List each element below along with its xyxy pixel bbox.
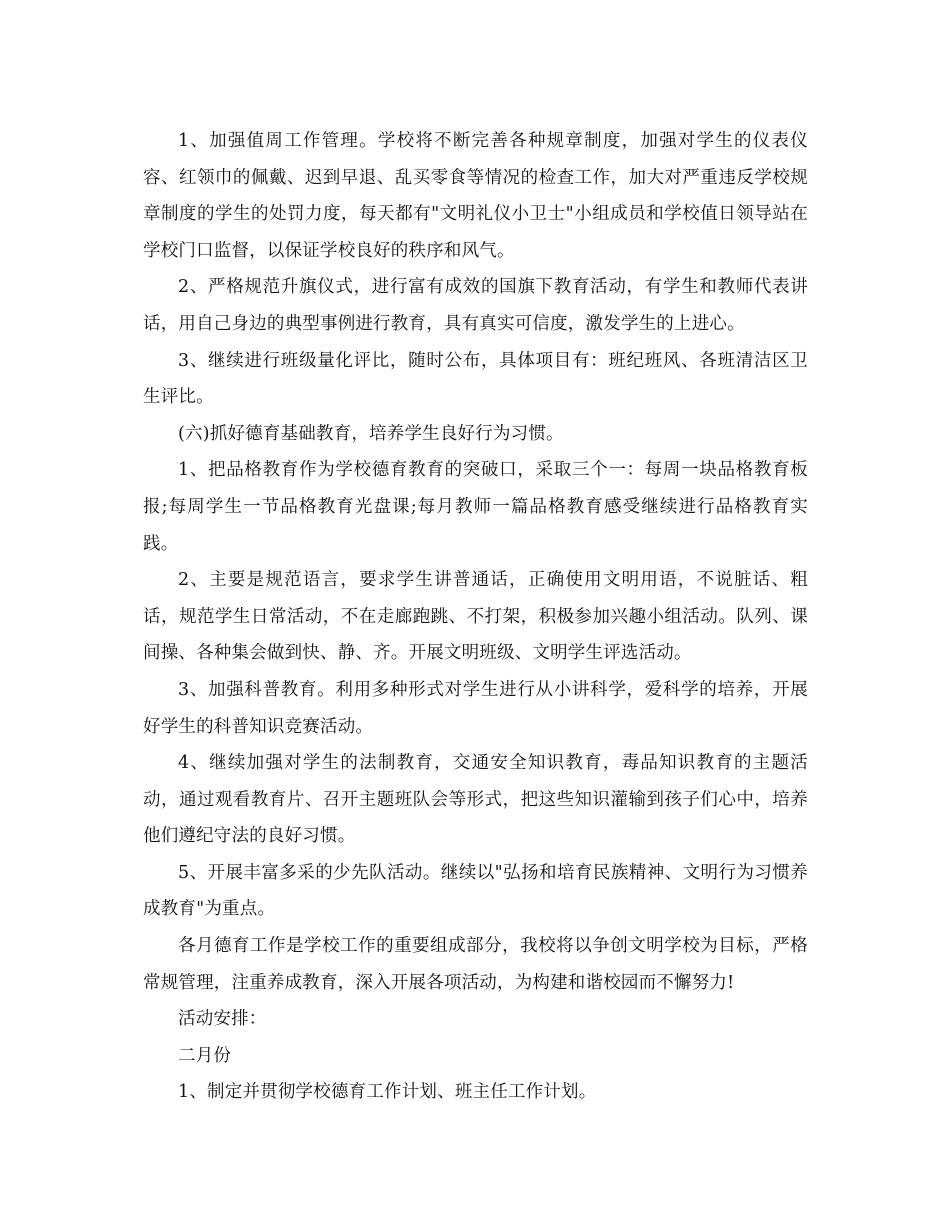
paragraph-class-quantitative-evaluation: 3、继续进行班级量化评比，随时公布，具体项目有：班纪班风、各班清洁区卫生评比。 (143, 350, 808, 408)
heading-february: 二月份 (178, 1045, 232, 1066)
paragraph-monthly-summary: 各月德育工作是学校工作的重要组成部分，我校将以争创文明学校为目标，严格常规管理，注重养成教育，深入开展各项活动，为构建和谐校园而不懈努力! (143, 936, 808, 993)
paragraph-legal-education: 4、继续加强对学生的法制教育，交通安全知识教育，毒品知识教育的主题活动，通过观看教育片、召开主题班队会等形式，把这些知识灌输到孩子们心中，培养他们遵纪守法的良好习惯。 (143, 753, 808, 847)
paragraph-character-education: 1、把品格教育作为学校德育教育的突破口，采取三个一：每周一块品格教育板报;每周学生一节品格教育光盘课;每月教师一篇品格教育感受继续进行品格教育实践。 (143, 460, 808, 554)
heading-activity-schedule: 活动安排： (178, 1009, 267, 1030)
paragraph-duty-week-management: 1、加强值周工作管理。学校将不断完善各种规章制度，加强对学生的仪表仪容、红领巾的佩戴、迟到早退、乱买零食等情况的检查工作，加大对严重违反学校规章制度的学生的处罚力度，每天都有"文明礼仪小卫士"小组成员和学校值日领导站在学校门口监督，以保证学校良好的秩序和风气。 (143, 131, 808, 261)
document-body (143, 123, 808, 1111)
paragraph-flag-raising-ceremony: 2、严格规范升旗仪式，进行富有成效的国旗下教育活动，有学生和教师代表讲话，用自己身边的典型事例进行教育，具有真实可信度，激发学生的上进心。 (143, 277, 808, 334)
paragraph-february-item-1: 1、制定并贯彻学校德育工作计划、班主任工作计划。 (178, 1082, 597, 1103)
paragraph-young-pioneers: 5、开展丰富多采的少先队活动。继续以"弘扬和培育民族精神、文明行为习惯养成教育"为重点。 (143, 862, 808, 920)
section-heading-moral-education: (六)抓好德育基础教育，培养学生良好行为习惯。 (178, 423, 564, 444)
paragraph-standard-language: 2、主要是规范语言，要求学生讲普通话，正确使用文明用语，不说脏话、粗话，规范学生日常活动，不在走廊跑跳、不打架，积极参加兴趣小组活动。队列、课间操、各种集会做到快、静、齐。开展文明班级、文明学生评选活动。 (143, 570, 808, 664)
paragraph-science-education: 3、加强科普教育。利用多种形式对学生进行从小讲科学，爱科学的培养，开展好学生的科普知识竞赛活动。 (143, 679, 808, 737)
